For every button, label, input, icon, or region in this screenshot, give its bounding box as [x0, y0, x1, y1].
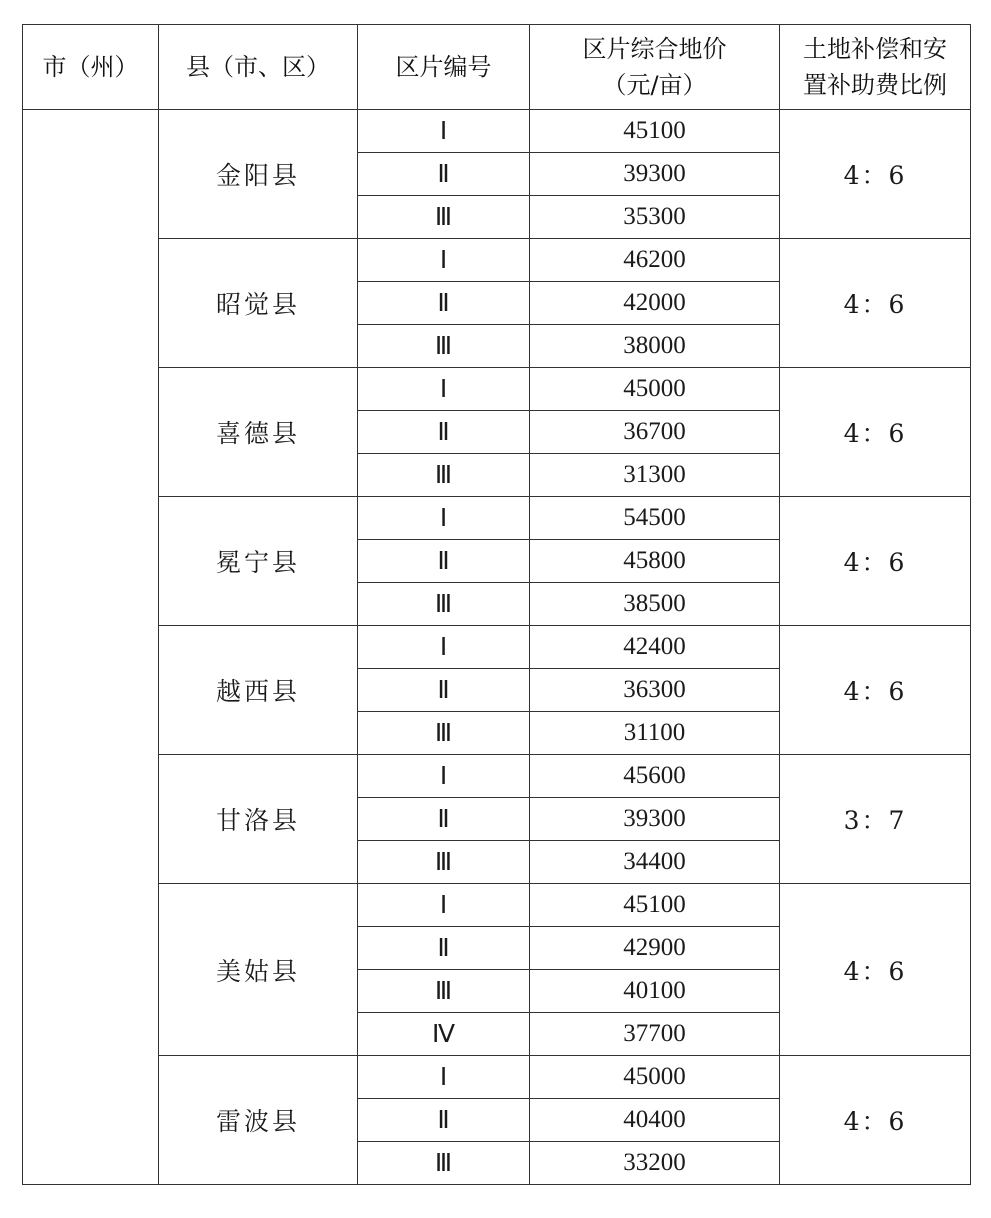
- city-cell: [23, 110, 159, 1185]
- header-compensation-ratio: [780, 25, 971, 110]
- zone-number-cell: Ⅰ: [358, 755, 530, 798]
- table-row: [23, 239, 971, 282]
- zone-number-cell: Ⅲ: [358, 325, 530, 368]
- land-price-cell: 39300: [530, 798, 780, 841]
- zone-number-cell: Ⅱ: [358, 540, 530, 583]
- land-price-cell: 45000: [530, 368, 780, 411]
- zone-number-cell: Ⅱ: [358, 1099, 530, 1142]
- table-row: [23, 884, 971, 927]
- land-price-cell: 38500: [530, 583, 780, 626]
- compensation-ratio-cell: 4：6: [780, 497, 971, 626]
- land-price-cell: 37700: [530, 1013, 780, 1056]
- zone-number-cell: Ⅰ: [358, 239, 530, 282]
- table-row: [23, 110, 971, 153]
- zone-number-cell: Ⅰ: [358, 626, 530, 669]
- header-zone-number: 区片编号: [358, 25, 530, 110]
- land-price-cell: 46200: [530, 239, 780, 282]
- land-price-cell: 45000: [530, 1056, 780, 1099]
- table-row: [23, 1056, 971, 1099]
- zone-number-cell: Ⅲ: [358, 583, 530, 626]
- table-row: [23, 755, 971, 798]
- land-price-cell: 45600: [530, 755, 780, 798]
- land-price-cell: 42900: [530, 927, 780, 970]
- compensation-ratio-cell: 4：6: [780, 1056, 971, 1185]
- land-price-cell: 40100: [530, 970, 780, 1013]
- land-price-cell: 36300: [530, 669, 780, 712]
- zone-number-cell: Ⅰ: [358, 884, 530, 927]
- zone-number-cell: Ⅳ: [358, 1013, 530, 1056]
- land-price-cell: 33200: [530, 1142, 780, 1185]
- header-price-line2: （元/亩）: [602, 71, 707, 99]
- table-row: [23, 626, 971, 669]
- zone-number-cell: Ⅱ: [358, 282, 530, 325]
- land-price-cell: 45800: [530, 540, 780, 583]
- header-ratio-line2: 置补助费比例: [803, 71, 947, 99]
- zone-number-cell: Ⅱ: [358, 798, 530, 841]
- header-ratio-line1: 土地补偿和安: [803, 35, 947, 63]
- zone-number-cell: Ⅱ: [358, 927, 530, 970]
- county-cell: 甘洛县: [159, 755, 358, 884]
- land-price-cell: 35300: [530, 196, 780, 239]
- land-price-cell: 38000: [530, 325, 780, 368]
- land-price-cell: 45100: [530, 884, 780, 927]
- land-price-cell: 34400: [530, 841, 780, 884]
- header-city: 市（州）: [23, 25, 159, 110]
- zone-number-cell: Ⅱ: [358, 669, 530, 712]
- zone-number-cell: Ⅲ: [358, 454, 530, 497]
- land-price-table: [22, 24, 971, 1185]
- compensation-ratio-cell: 4：6: [780, 368, 971, 497]
- land-price-cell: 36700: [530, 411, 780, 454]
- zone-number-cell: Ⅱ: [358, 411, 530, 454]
- land-price-cell: 31300: [530, 454, 780, 497]
- compensation-ratio-cell: 4：6: [780, 884, 971, 1056]
- compensation-ratio-cell: 4：6: [780, 239, 971, 368]
- land-price-cell: 39300: [530, 153, 780, 196]
- county-cell: 喜德县: [159, 368, 358, 497]
- county-cell: 越西县: [159, 626, 358, 755]
- header-price-line1: 区片综合地价: [582, 35, 727, 63]
- table-row: [23, 368, 971, 411]
- zone-number-cell: Ⅰ: [358, 1056, 530, 1099]
- land-price-cell: 42400: [530, 626, 780, 669]
- county-cell: 雷波县: [159, 1056, 358, 1185]
- zone-number-cell: Ⅲ: [358, 712, 530, 755]
- zone-number-cell: Ⅲ: [358, 970, 530, 1013]
- county-cell: 冕宁县: [159, 497, 358, 626]
- land-price-cell: 42000: [530, 282, 780, 325]
- table-header-row: [23, 25, 971, 110]
- zone-number-cell: Ⅰ: [358, 368, 530, 411]
- land-price-cell: 45100: [530, 110, 780, 153]
- county-cell: 金阳县: [159, 110, 358, 239]
- zone-number-cell: Ⅰ: [358, 110, 530, 153]
- header-county: 县（市、区）: [159, 25, 358, 110]
- zone-number-cell: Ⅲ: [358, 841, 530, 884]
- compensation-ratio-cell: 4：6: [780, 626, 971, 755]
- zone-number-cell: Ⅲ: [358, 1142, 530, 1185]
- compensation-ratio-cell: 4：6: [780, 110, 971, 239]
- land-price-cell: 40400: [530, 1099, 780, 1142]
- table-body: [23, 110, 971, 1185]
- land-price-cell: 31100: [530, 712, 780, 755]
- header-composite-land-price: [530, 25, 780, 110]
- county-cell: 美姑县: [159, 884, 358, 1056]
- land-price-cell: 54500: [530, 497, 780, 540]
- zone-number-cell: Ⅱ: [358, 153, 530, 196]
- zone-number-cell: Ⅰ: [358, 497, 530, 540]
- county-cell: 昭觉县: [159, 239, 358, 368]
- zone-number-cell: Ⅲ: [358, 196, 530, 239]
- table-row: [23, 497, 971, 540]
- compensation-ratio-cell: 3：7: [780, 755, 971, 884]
